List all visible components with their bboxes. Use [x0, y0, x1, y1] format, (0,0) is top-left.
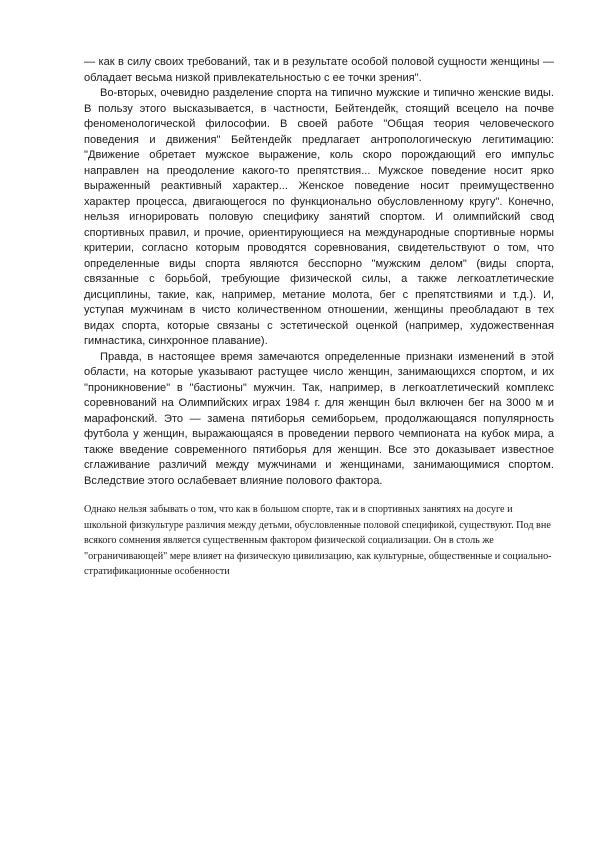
paragraph-changes: Правда, в настоящее время замечаются определенные признаки изменений в этой области, на которые указывают растущее число женщин, занимающихся спортом, и их "проникновение" в "бастионы" мужчин. Так, например, в легкоатлетический комплекс соревнований на Олимпийских играх 1984 г. для женщин был включен бег на 3000 м и марафонский. Это — замена пятиборья семиборьем, продолжающаяся популярность футбола у женщин, выражающаяся в проведении первого чемпионата на кубок мира, а также введение современного пятиборья для женщин. Все это доказывает известное сглаживание различий между мужчинами и женщинами, занимающимися спортом. Вследствие этого ослабевает влияние полового фактора.: [84, 350, 554, 487]
body-text-sans: [84, 55, 554, 489]
paragraph-continuation: — как в силу своих требований, так и в результате особой половой сущности женщины — обладает весьма низкой привлекательностью с ее точки зрения".: [84, 56, 554, 84]
body-text-serif: [84, 502, 554, 580]
paragraph-sport-division: Во-вторых, очевидно разделение спорта на типично мужские и типично женские виды. В пользу этого высказывается, в частности, Бейтендейк, стоящий всецело на почве феноменологической философии. В своей работе "Общая теория человеческого поведения и движения" Бейтендейк предлагает антропологическую легитимацию: "Движение обретает мужское выражение, коль скоро порождающий его импульс направлен на преодоление какого-то препятствия... Мужское поведение носит ярко выраженный реактивный характер... Женское поведение носит преимущественно характер процесса, двигающегося по функционально обусловленному кругу". Конечно, нельзя игнорировать половую специфику занятий спортом. И олимпийский свод спортивных правил, и прочие, ориентирующиеся на международные спортивные нормы критерии, согласно которым проводятся соревнования, свидетельствуют о том, что определенные виды спорта являются бесспорно "мужским делом" (виды спорта, связанные с борьбой, требующие физической силы, а также легкоатлетические дисциплины, такие, как, например, метание молота, бег с препятствиями и т.д.). И, уступая мужчинам в чисто количественном отношении, женщины преобладают в тех видах спорта, которые связаны с эстетической оценкой (например, художественная гимнастика, синхронное плавание).: [84, 87, 554, 347]
paragraph-socialization: Однако нельзя забывать о том, что как в большом спорте, так и в спортивных занятиях на досуге и школьной физкультуре различия между детьми, обусловленные половой спецификой, существуют. Под вне всякого сомнения является существенным фактором физической социализации. Он в столь же "ограничивающей" мере влияет на физическую цивилизацию, как культурные, общественные и социально-стратификационные особенности: [84, 504, 552, 578]
